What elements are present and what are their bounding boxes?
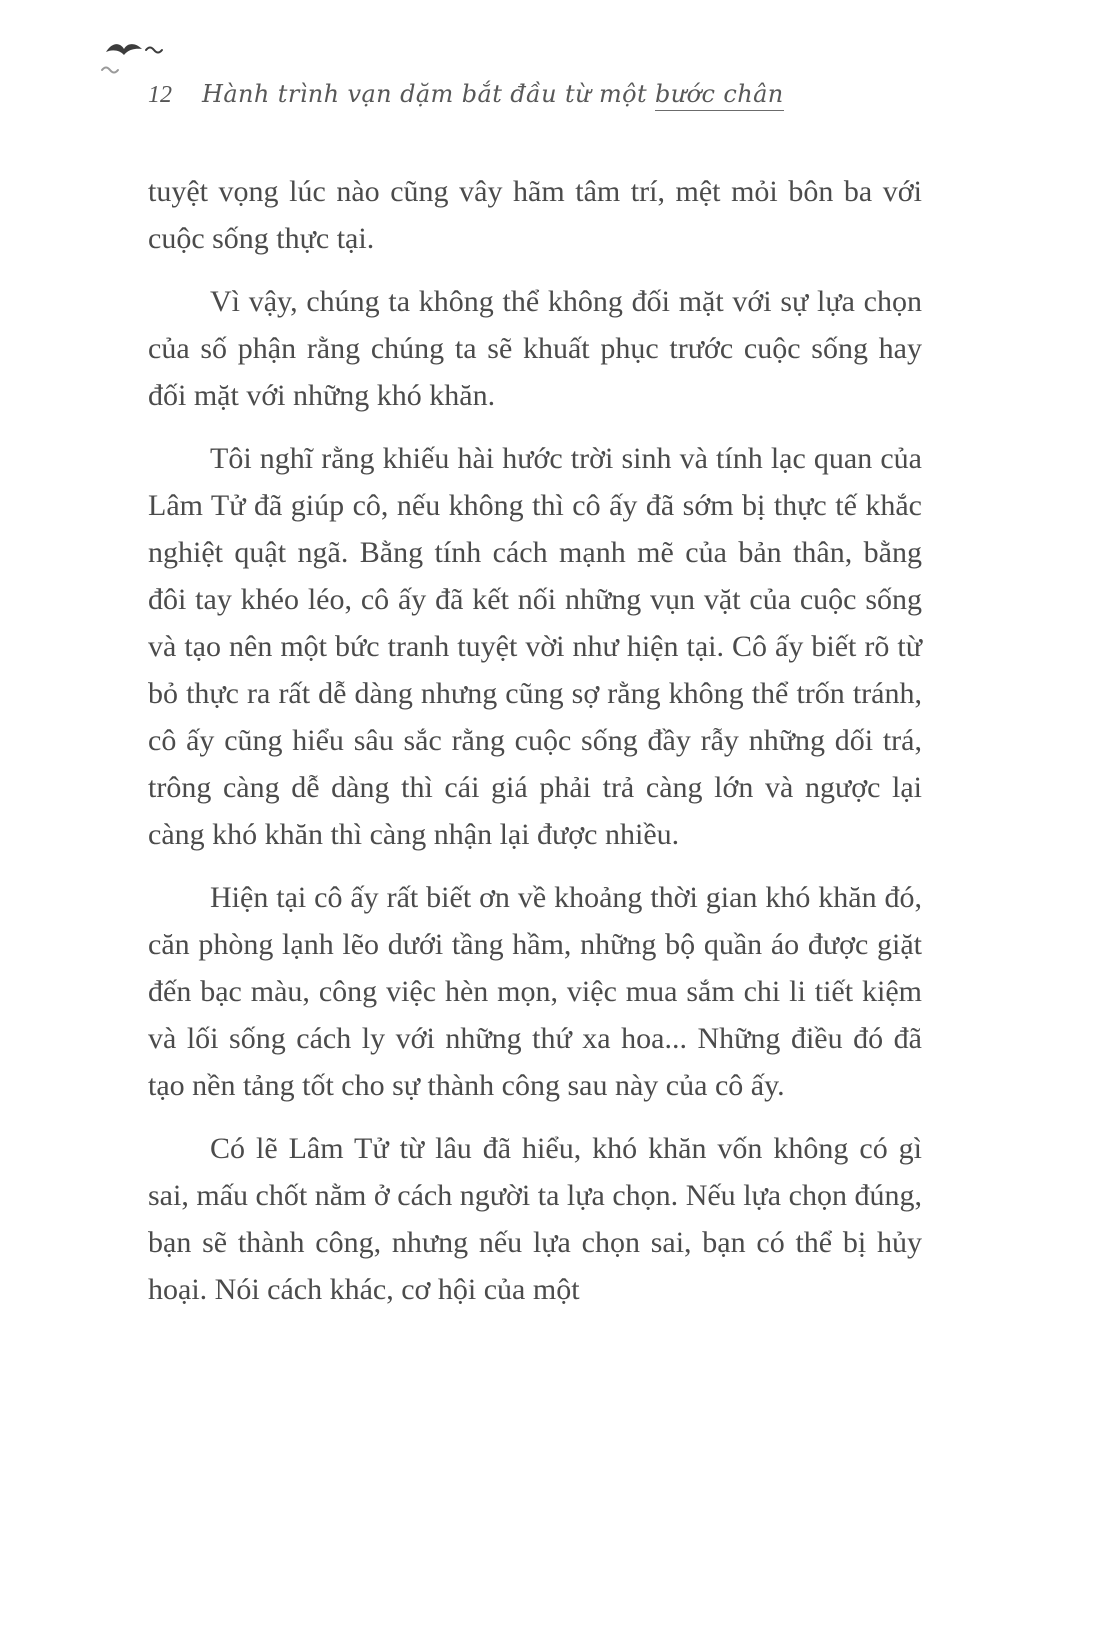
paragraph: tuyệt vọng lúc nào cũng vây hãm tâm trí, mệt mỏi bôn ba với cuộc sống thực tại. bbox=[148, 175, 922, 255]
paragraph: Tôi nghĩ rằng khiếu hài hước trời sinh và tính lạc quan của Lâm Tử đã giúp cô, nếu không thì cô ấy đã sớm bị thực tế khắc nghiệt quật ngã. Bằng tính cách mạnh mẽ của bản thân, bằng đôi tay khéo léo, cô ấy đã kết nối những vụn vặt của cuộc sống và tạo nên một bức tranh tuyệt vời như hiện tại. Cô ấy biết rõ từ bỏ thực ra rất dễ dàng nhưng cũng sợ rằng không thể trốn tránh, cô ấy cũng hiểu sâu sắc rằng cuộc sống đầy rẫy những dối trá, trông càng dễ dàng thì cái giá phải trả càng lớn và ngược lại càng khó khăn thì càng nhận lại được nhiều. bbox=[148, 442, 922, 851]
paragraph: Có lẽ Lâm Tử từ lâu đã hiểu, khó khăn vốn không có gì sai, mấu chốt nằm ở cách người ta lựa chọn. Nếu lựa chọn đúng, bạn sẽ thành công, nhưng nếu lựa chọn sai, bạn có thể bị hủy hoại. Nói cách khác, cơ hội của một bbox=[148, 1132, 922, 1306]
paragraph: Vì vậy, chúng ta không thể không đối mặt với sự lựa chọn của số phận rằng chúng ta sẽ khuất phục trước cuộc sống hay đối mặt với những khó khăn. bbox=[148, 285, 922, 412]
header-title-emphasis: bước chân bbox=[655, 80, 784, 111]
page-number: 12 bbox=[148, 82, 172, 108]
paragraph: Hiện tại cô ấy rất biết ơn về khoảng thời gian khó khăn đó, căn phòng lạnh lẽo dưới tầng hầm, những bộ quần áo được giặt đến bạc màu, công việc hèn mọn, việc mua sắm chi li tiết kiệm và lối sống cách ly với những thứ xa hoa... Những điều đó đã tạo nền tảng tốt cho sự thành công sau này của cô ấy. bbox=[148, 881, 922, 1102]
running-header bbox=[148, 80, 784, 109]
page-body bbox=[148, 168, 922, 1329]
header-title bbox=[202, 80, 784, 111]
header-title-prefix: Hành trình vạn dặm bắt đầu từ một bbox=[202, 80, 656, 108]
